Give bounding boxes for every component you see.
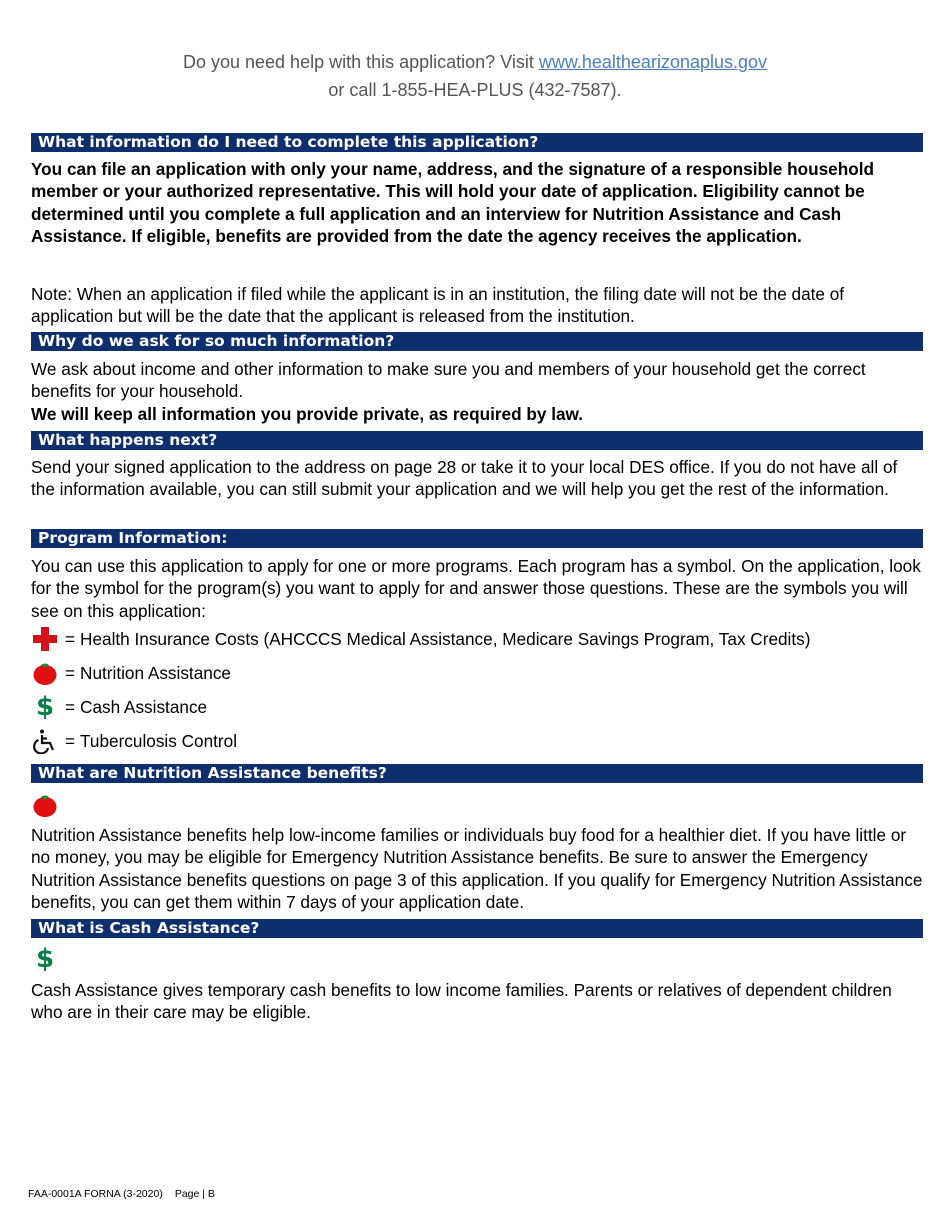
dollar-icon: $ bbox=[35, 944, 55, 974]
help-prefix: Do you need help with this application? Visit bbox=[182, 52, 539, 72]
info-needed-note: Note: When an application if filed while the applicant is in an institution, the filing date will not be the date of application but will be the date that the applicant is released from the institution. bbox=[31, 284, 845, 327]
cash-text: Cash Assistance gives temporary cash benefits to low income families. Parents or relatives of dependent children who are in their care may be eligible. bbox=[31, 980, 892, 1023]
help-line-2: or call 1-855-HEA-PLUS (432-7587). bbox=[328, 80, 622, 100]
section-heading-nutrition: What are Nutrition Assistance benefits? bbox=[31, 764, 923, 783]
apple-icon bbox=[31, 791, 59, 819]
next-text: Send your signed application to the address on page 28 or take it to your local DES office. If you do not have all of the information available, you can still submit your application and we will help you get the rest of the information. bbox=[31, 457, 898, 500]
symbol-equals: = bbox=[65, 730, 76, 751]
page-number: Page | B bbox=[174, 1188, 215, 1200]
apple-icon bbox=[31, 659, 59, 687]
nutrition-text: Nutrition Assistance benefits help low-income families or individuals buy food for a healthier diet. If you have little or no money, you may be eligible for Emergency Nutrition Assistance benefits. Be sure to answer the Emergency Nutrition Assistance benefits questions on page 3 of this application. If you qualify for Emergency Nutrition Assistance benefits, you can get them within 7 days of your application date. bbox=[31, 825, 923, 913]
page-footer bbox=[28, 1188, 215, 1200]
privacy-statement: We will keep all information you provide private, as required by law. bbox=[31, 404, 584, 424]
symbol-row-nutrition bbox=[31, 659, 231, 687]
why-ask-text: We ask about income and other information to make sure you and members of your household get the correct benefits for your household. bbox=[31, 359, 866, 402]
symbol-row-health bbox=[31, 625, 810, 653]
info-needed-bold-text: You can file an application with only your name, address, and the signature of a responsible household member or your authorized representative. This will hold your date of application. Eligibility cannot be determined until you complete a full application and an interview for Nutrition Assistance and Cash Assistance. If eligible, benefits are provided from the date the agency receives the application. bbox=[31, 159, 874, 247]
section-heading-cash: What is Cash Assistance? bbox=[31, 919, 923, 938]
section-heading-next: What happens next? bbox=[31, 431, 923, 450]
symbol-label-cash: Cash Assistance bbox=[80, 696, 208, 717]
red-cross-icon bbox=[31, 625, 59, 653]
symbol-label-tuberculosis: Tuberculosis Control bbox=[80, 730, 238, 751]
symbol-row-cash bbox=[31, 693, 207, 721]
symbol-label-health: Health Insurance Costs (AHCCCS Medical Assistance, Medicare Savings Program, Tax Credits) bbox=[80, 628, 811, 649]
help-line-1 bbox=[0, 52, 950, 73]
section-heading-why-ask: Why do we ask for so much information? bbox=[31, 332, 923, 351]
symbol-label-nutrition: Nutrition Assistance bbox=[80, 662, 231, 683]
program-info-text: You can use this application to apply for one or more programs. Each program has a symbol. On the application, look for the symbol for the program(s) you want to apply for and answer those questions. These are the symbols you will see on this application: bbox=[31, 556, 921, 621]
symbol-row-tuberculosis bbox=[31, 727, 237, 755]
wheelchair-icon bbox=[31, 727, 59, 755]
section-heading-program-info: Program Information: bbox=[31, 529, 923, 548]
dollar-icon: $ bbox=[35, 692, 55, 722]
help-website-link[interactable]: www.healthearizonaplus.gov bbox=[538, 52, 768, 72]
section-heading-info-needed: What information do I need to complete this application? bbox=[31, 133, 923, 152]
symbol-equals: = bbox=[65, 696, 76, 717]
symbol-equals: = bbox=[65, 662, 76, 683]
form-id: FAA-0001A FORNA (3-2020) bbox=[28, 1188, 163, 1200]
symbol-equals: = bbox=[65, 628, 76, 649]
